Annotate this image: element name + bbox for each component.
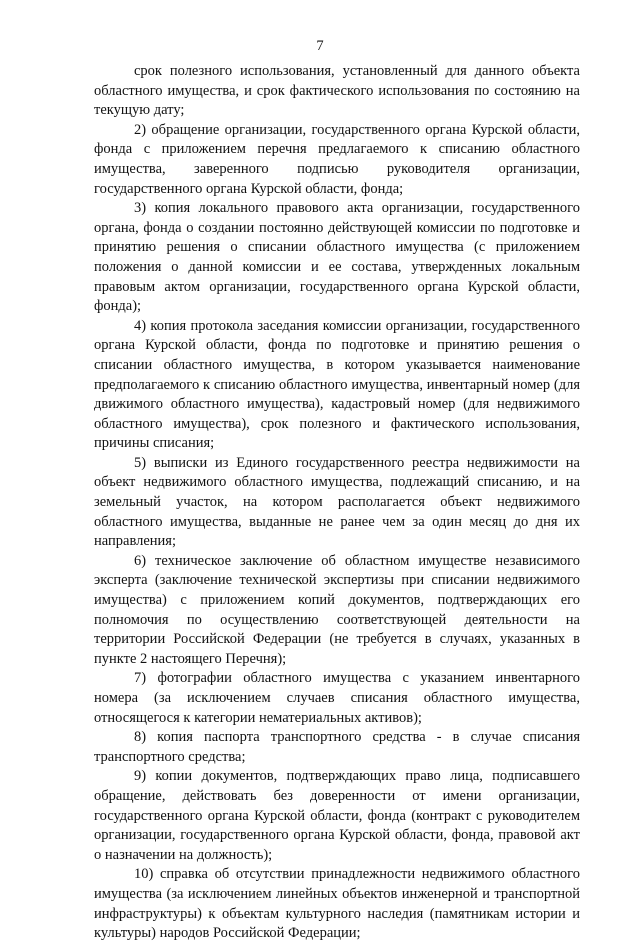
list-item-2: 2) обращение организации, государственного органа Курской области, фонда с приложением перечня предлагаемого к списанию областного имущества, заверенного подписью руководителя организации, государственного органа Курской области, фонда; — [94, 121, 580, 197]
list-item-6: 6) техническое заключение об областном имуществе независимого эксперта (заключение технической экспертизы при списании недвижимого имущества) с приложением копий документов, подтверждающих его полномочия по осуществлению соответствующей деятельности на территории Российской Федерации (не требуется в случаях, указанных в пункте 2 настоящего Перечня); — [94, 552, 580, 667]
list-item-3: 3) копия локального правового акта организации, государственного органа, фонда о создании постоянно действующей комиссии по подготовке и принятию решения о списании областного имущества (с приложением положения о данной комиссии и ее состава, утвержденных локальным правовым актом организации, государственного органа Курской области, фонда); — [94, 200, 580, 315]
list-item-5: 5) выписки из Единого государственного реестра недвижимости на объект недвижимого областного имущества, подлежащий списанию, и на земельный участок, на котором располагается объект недвижимого областного имущества, выданные не ранее чем за один месяц до дня их направления; — [94, 454, 580, 550]
paragraph-continuation: срок полезного использования, установленный для данного объекта областного имущества, и срок фактического использования по состоянию на текущую дату; — [94, 63, 580, 119]
list-item-8: 8) копия паспорта транспортного средства - в случае списания транспортного средства; — [94, 729, 580, 765]
list-item-4: 4) копия протокола заседания комиссии организации, государственного органа Курской области, фонда по подготовке и принятию решения о списании областного имущества, в котором указывается наименование предполагаемого к списанию областного имущества, инвентарный номер (для движимого областного имущества), кадастровый номер (для недвижимого областного имущества), срок полезного и фактического использования, причины списания; — [94, 317, 580, 452]
list-item-7: 7) фотографии областного имущества с указанием инвентарного номера (за исключением случаев списания областного имущества, относящегося к категории нематериальных активов); — [94, 670, 580, 726]
document-body — [94, 62, 580, 944]
list-item-10: 10) справка об отсутствии принадлежности недвижимого областного имущества (за исключением линейных объектов инженерной и транспортной инфраструктуры) к объектам культурного наследия (памятникам истории и культуры) народов Российской Федерации; — [94, 866, 580, 942]
page-number: 7 — [316, 38, 324, 54]
list-item-9: 9) копии документов, подтверждающих право лица, подписавшего обращение, действовать без доверенности от имени организации, государственного органа Курской области, фонда (контракт с руководителем организации, государственного органа Курской области, фонда, правовой акт о назначении на должность); — [94, 768, 580, 863]
